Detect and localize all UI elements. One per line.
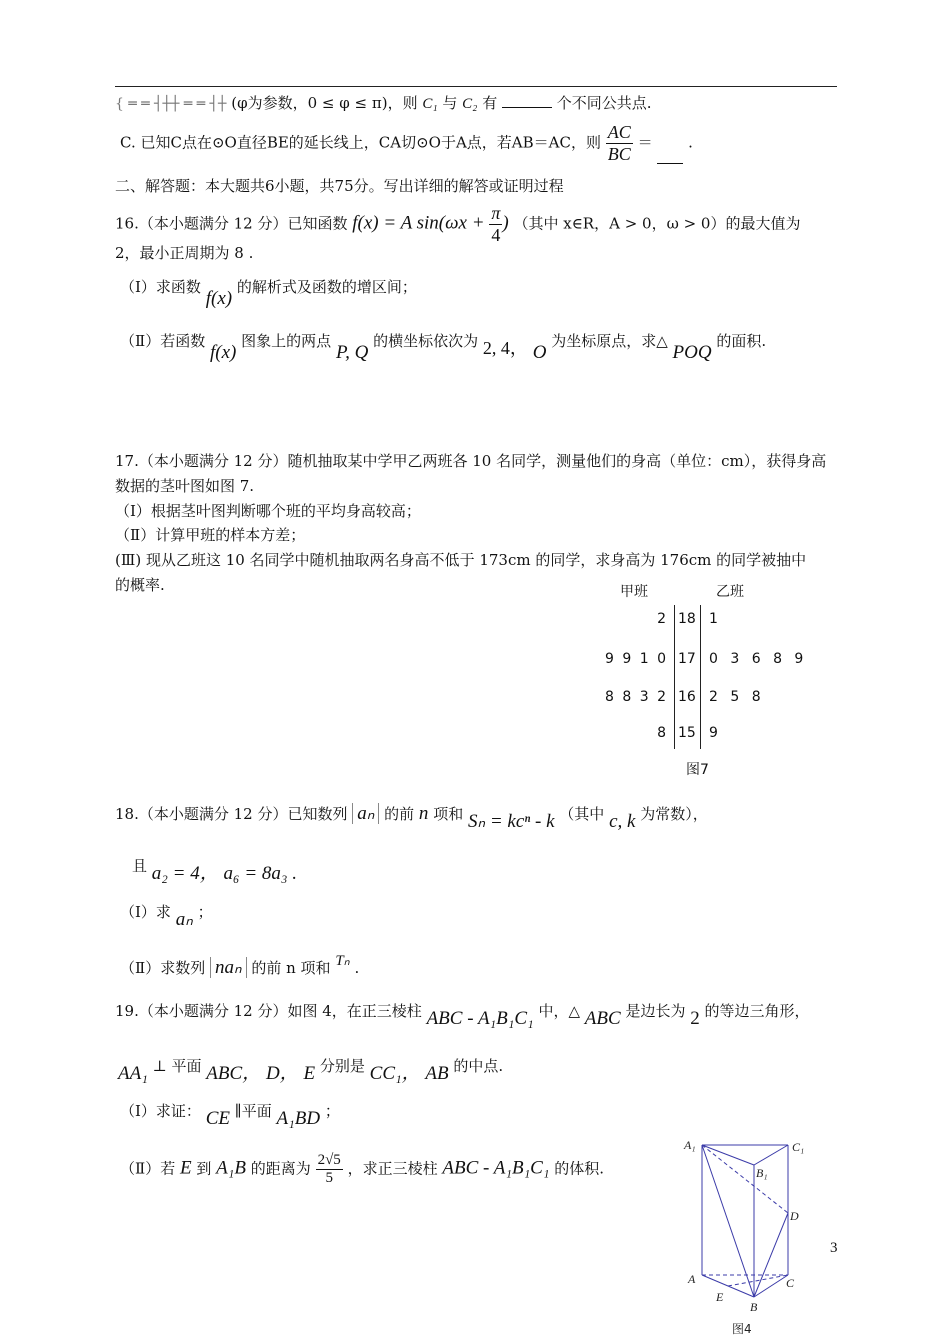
param-text: (φ为参数，0 ≤ φ ≤ π)，则 (231, 94, 418, 112)
label-e: E (716, 1290, 724, 1304)
q18-p1-end: ； (197, 903, 213, 921)
stem-value: 16 (678, 689, 696, 705)
q19-p2-if: （Ⅱ）若 (120, 1159, 176, 1178)
q19-midpoints: 的中点. (453, 1057, 504, 1075)
stem-line-left (674, 605, 675, 749)
q16-p1-b: 的解析式及函数的增区间； (236, 278, 417, 296)
close-paren: ) (502, 212, 509, 234)
line-bd (754, 1213, 788, 1297)
have-text: 有 (482, 94, 498, 112)
q18-p2-end: . (354, 959, 360, 977)
q18-p2-nan: naₙ (210, 957, 247, 978)
q18-p2-b: 的前 n 项和 (251, 959, 331, 977)
q16-p2-fx: f(x) (209, 342, 237, 363)
q16-part2 (120, 326, 767, 363)
q18-part1 (120, 900, 213, 930)
q18-line2 (132, 850, 298, 884)
q19-p1-plane: A₁BD (276, 1108, 321, 1129)
q19-plane-abc: ABC， (206, 1063, 262, 1084)
edge-a1b1 (702, 1145, 754, 1165)
four: 4 (491, 225, 501, 245)
label-a: A (688, 1272, 696, 1286)
leaf-left: 9 9 1 0 (605, 651, 666, 667)
q17-line2: 数据的茎叶图如图 7. (115, 477, 255, 495)
q19-text-b: 中，△ (538, 1002, 580, 1020)
q19-p2-e: E (179, 1157, 192, 1179)
right-class-title: 乙班 (716, 584, 744, 600)
pi-over-4 (489, 203, 502, 246)
q19-p2-dist: 的距离为 (250, 1159, 311, 1178)
stem-value: 15 (678, 725, 696, 741)
q17-line1: 17.（本小题满分 12 分）随机抽取某中学甲乙两班各 10 名同学，测量他们的身高（单位：cm），获得身高 (115, 452, 827, 470)
q16-condition: （其中 x∈R，A > 0，ω > 0）的最大值为 (513, 214, 801, 233)
leaf-right: 9 (709, 725, 718, 741)
q18-and: 且 (132, 857, 148, 875)
dist-denominator: 5 (325, 1170, 333, 1186)
edge-b1c1 (754, 1145, 788, 1165)
q16-p1-a: （Ⅰ）求函数 (120, 278, 201, 296)
item-c-text: C. 已知C点在⊙O直径BE的延长线上，CA切⊙O于A点，若AB＝AC，则 (120, 133, 601, 152)
q16-intro: 16.（本小题满分 12 分）已知函数 (115, 214, 348, 233)
label-c: C (786, 1276, 795, 1290)
c2-symbol: C₂ (462, 96, 478, 112)
q16-p2-e: 的面积. (716, 332, 767, 350)
section-heading: 二、解答题：本大题共6小题，共75分。写出详细的解答或证明过程 (115, 177, 564, 195)
end-dot: . (688, 133, 693, 152)
distance-fraction (316, 1152, 343, 1187)
q19-p2-d: ，求正三棱柱 (347, 1159, 438, 1178)
q19-d: D， (265, 1063, 299, 1084)
q19-perp: ⊥ 平面 (152, 1057, 202, 1075)
end-text: 个不同公共点. (556, 94, 652, 112)
top-rule (115, 86, 837, 87)
q19-p1-parallel: ∥平面 (234, 1102, 272, 1120)
q18-text-c: 项和 (433, 805, 464, 823)
q19-text-c: 是边长为 (625, 1002, 686, 1020)
q19-p1-end: ； (324, 1102, 340, 1120)
q19-e: E (303, 1063, 316, 1084)
fraction-numerator: AC (607, 122, 631, 142)
line-a1b (702, 1145, 754, 1297)
leaf-right: 1 (709, 611, 718, 627)
q16-p2-o: O (532, 342, 547, 363)
line-a1d-hidden (702, 1145, 788, 1213)
q17-part3-cont: 的概率. (115, 576, 165, 594)
q18-sn-formula: Sₙ = kcⁿ - k (468, 811, 555, 832)
q18-text-d: （其中 (559, 805, 605, 823)
q19-intro: 19.（本小题满分 12 分）如图 4，在正三棱柱 (115, 1002, 422, 1020)
q19-cc1: CC₁， (369, 1063, 421, 1084)
c1-symbol: C₁ (422, 96, 438, 112)
q19-p1-text: （Ⅰ）求证： (120, 1102, 201, 1120)
item-c (120, 122, 693, 165)
q19-p2-volume: 的体积. (554, 1159, 605, 1178)
top-line (115, 92, 652, 113)
q18-p1-an: aₙ (175, 909, 193, 930)
q16-p2-a: （Ⅱ）若函数 (120, 332, 206, 350)
q19-prism: ABC - A₁B₁C₁ (426, 1008, 534, 1029)
q19-two: 2 (690, 1008, 700, 1029)
label-c1: C₁ (792, 1140, 805, 1154)
q18-ck: c, k (609, 811, 636, 832)
ratio-fraction (606, 122, 633, 165)
leaf-left: 8 (657, 725, 666, 741)
prism-figure (680, 1135, 820, 1340)
q19-p2-to: 到 (196, 1159, 212, 1178)
with-text: 与 (442, 94, 458, 112)
stem-line-right (700, 605, 701, 749)
q19-p1-ce: CE (205, 1108, 230, 1129)
q19-part1 (120, 1100, 340, 1129)
cropped-formula: { ═ ═ ┤┼┼ ═ ═ ┤┼ (115, 96, 227, 112)
q19-p2-a1b: A₁B (216, 1157, 246, 1179)
dist-numerator: 2√5 (317, 1152, 341, 1168)
q19-are: 分别是 (319, 1057, 365, 1075)
figure4-caption: 图4 (732, 1322, 752, 1336)
q18-seq: aₙ (352, 803, 379, 824)
q17-part3: (Ⅲ) 现从乙班这 10 名同学中随机抽取两名身高不低于 173cm 的同学，求身高为 176cm 的同学被抽中 (115, 551, 807, 569)
q16-line1 (115, 203, 800, 246)
q16-p2-b: 图象上的两点 (241, 332, 332, 350)
q18-text-b: 的前 (384, 805, 415, 823)
leaf-right: 2 5 8 (709, 689, 761, 705)
leaf-right: 0 3 6 8 9 (709, 651, 804, 667)
q19-abc: ABC (584, 1008, 621, 1029)
q18-p2-text: （Ⅱ）求数列 (120, 959, 206, 977)
q18-part2 (120, 953, 360, 979)
q19-line1 (115, 1000, 810, 1029)
q18-p2-tn: Tₙ (335, 953, 350, 969)
q19-p2-prism: ABC - A₁B₁C₁ (442, 1157, 550, 1179)
q18-text-e: 为常数）， (640, 805, 708, 823)
q18-line1 (115, 802, 708, 832)
leaf-left: 2 (657, 611, 666, 627)
stem-value: 17 (678, 651, 696, 667)
q19-part2 (120, 1152, 604, 1187)
q16-p2-pq: P, Q (335, 342, 369, 363)
q16-part1 (120, 276, 417, 309)
q19-ab: AB (425, 1063, 449, 1084)
q16-p1-fx: f(x) (205, 288, 233, 309)
q18-p1-text: （Ⅰ）求 (120, 903, 171, 921)
q16-line2: 2，最小正周期为 8 . (115, 244, 254, 262)
label-b: B (750, 1300, 758, 1314)
equals-sign: ＝ (637, 133, 653, 152)
q19-line2 (118, 1050, 504, 1084)
q16-p2-nums: 2, 4， (482, 338, 528, 358)
q17-part2: （Ⅱ）计算甲班的样本方差； (115, 526, 306, 544)
answer-blank-c (657, 163, 683, 164)
label-d: D (790, 1209, 799, 1223)
label-b1: B₁ (756, 1166, 768, 1180)
pi: π (491, 203, 501, 223)
q18-intro: 18.（本小题满分 12 分）已知数列 (115, 805, 348, 823)
q16-p2-c: 的横坐标依次为 (373, 332, 479, 350)
q18-n: n (418, 803, 429, 824)
q16-p2-poq: POQ (672, 342, 712, 363)
q17-part1: （Ⅰ）根据茎叶图判断哪个班的平均身高较高； (115, 502, 421, 520)
label-a1: A₁ (684, 1138, 696, 1152)
left-class-title: 甲班 (620, 584, 648, 600)
leaf-left: 8 8 3 2 (605, 689, 666, 705)
q16-formula: f(x) = A sin(ωx + (352, 212, 485, 234)
figure7-caption: 图7 (686, 762, 709, 778)
q19-aa1: AA₁ (118, 1063, 148, 1084)
stem-value: 18 (678, 611, 696, 627)
fraction-denominator: BC (607, 144, 631, 164)
page-number: 3 (830, 1240, 838, 1256)
stem-leaf-plot (590, 575, 850, 778)
q16-p2-d: 为坐标原点，求△ (551, 332, 668, 350)
q18-conditions: a₂ = 4， a₆ = 8a₃ . (151, 863, 298, 884)
q19-text-d: 的等边三角形， (704, 1002, 810, 1020)
answer-blank (502, 107, 552, 108)
